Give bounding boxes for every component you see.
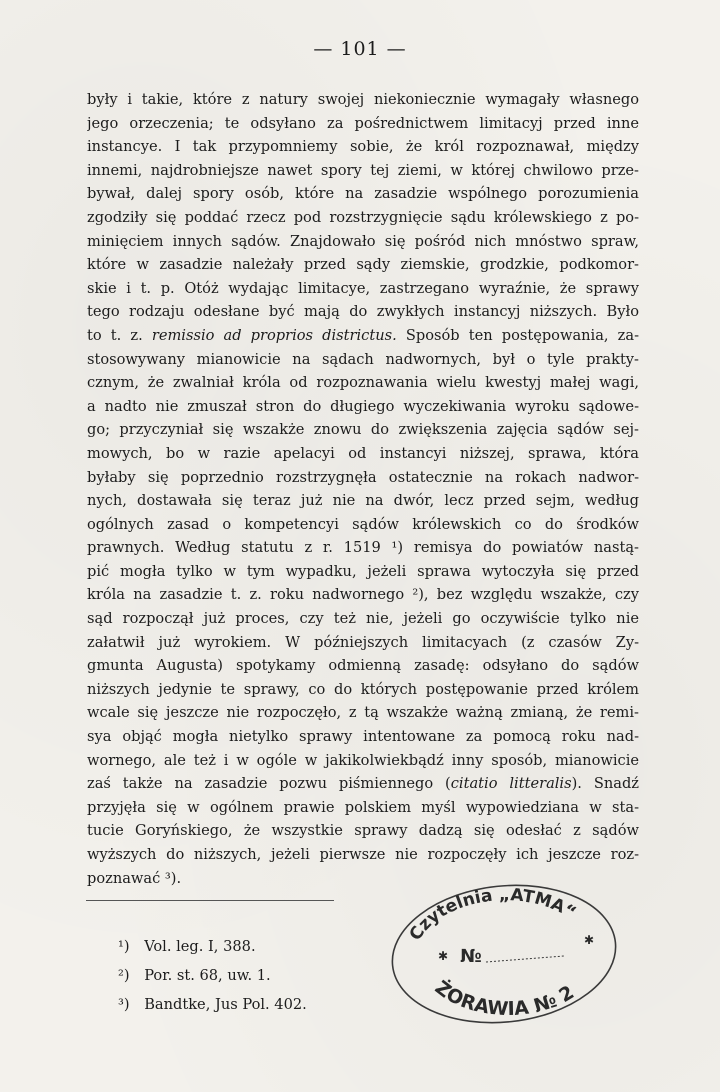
footnote-mark: ¹) <box>118 938 130 955</box>
body-line: wornego, ale też i w ogóle w jakikolwiekbądź inny sposób, mianowicie <box>87 751 639 769</box>
footnote-divider <box>86 900 334 901</box>
body-line: byłaby się poprzednio rozstrzygnęła ostatecznie na rokach nadwor- <box>87 468 639 486</box>
body-line: które w zasadzie należały przed sądy ziemskie, grodzkie, podkomor- <box>87 256 639 274</box>
stamp-star-left: ✱ <box>438 949 449 963</box>
body-line: skie i t. p. Otóż wydając limitacye, zastrzegano wyraźnie, że sprawy <box>87 279 639 297</box>
body-line: ogólnych zasad o kompetencyi sądów królewskich co do środków <box>87 515 639 533</box>
stamp-bottom-text: ŻORAWIA № 2 <box>430 976 578 1021</box>
body-line: go; przyczyniał się wszakże znowu do zwiększenia zajęcia sądów sej- <box>87 421 639 439</box>
body-line: były i takie, które z natury swojej niekoniecznie wymagały własnego <box>87 91 639 108</box>
footnote-2 <box>118 961 307 990</box>
footnote-mark: ³) <box>118 996 130 1013</box>
italic-phrase: remissio ad proprios districtus. <box>151 326 397 344</box>
body-line: mowych, bo w razie apelacyi od instancyi niższej, sprawa, która <box>87 444 639 462</box>
body-line: załatwił już wyrokiem. W późniejszych limitacyach (z czasów Zy- <box>87 633 639 651</box>
body-line: tucie Goryńskiego, że wszystkie sprawy dadzą się odesłać z sądów <box>87 822 639 840</box>
library-stamp <box>386 876 622 1026</box>
body-line: nych, dostawała się teraz już nie na dwór, lecz przed sejm, według <box>87 492 639 510</box>
italic-phrase: citatio litteralis <box>450 775 572 793</box>
body-line <box>87 772 639 796</box>
text-run: zaś także na zasadzie pozwu piśmiennego ( <box>87 775 451 793</box>
body-text <box>87 88 639 890</box>
body-line: tego rodzaju odesłane być mają do zwykłych instancyj niższych. Było <box>87 303 639 321</box>
body-line: a nadto nie zmuszał stron do długiego wyczekiwania wyroku sądowe- <box>87 397 639 415</box>
body-line: cznym, że zwalniał króla od rozpoznawania wielu kwestyj małej wagi, <box>87 374 639 392</box>
footnote-3 <box>118 990 307 1019</box>
body-line: instancye. I tak przypomniemy sobie, że król rozpoznawał, między <box>87 138 639 156</box>
body-line: prawnych. Według statutu z r. 1519 ¹) remisya do powiatów nastą- <box>87 539 639 557</box>
page-number: — 101 — <box>313 38 407 60</box>
body-line: minięciem innych sądów. Znajdowało się pośród nich mnóstwo spraw, <box>87 232 639 250</box>
body-line: sąd rozpoczął już proces, czy też nie, jeżeli go oczywiście tylko nie <box>87 610 639 628</box>
body-line: gmunta Augusta) spotykamy odmienną zasadę: odsyłano do sądów <box>87 657 639 675</box>
footnote-text: Bandtke, Jus Pol. 402. <box>144 996 307 1013</box>
body-line <box>87 324 639 348</box>
body-line: pić mogła tylko w tym wypadku, jeżeli sprawa wytoczyła się przed <box>87 562 639 580</box>
body-line: przyjęła się w ogólnem prawie polskiem myśl wypowiedziana w sta- <box>87 798 639 816</box>
body-line: niższych jedynie te sprawy, co do których postępowanie przed królem <box>87 680 639 698</box>
stamp-top-text: Czytelnia „ATMA“ <box>405 885 580 945</box>
body-line: zgodziły się poddać rzecz pod rozstrzygnięcie sądu królewskiego z po- <box>87 208 639 226</box>
text-run: ). Snadź <box>571 775 639 793</box>
footnotes <box>118 932 307 1019</box>
text-run: Sposób ten postępowania, za- <box>396 326 639 344</box>
body-line: wyższych do niższych, jeżeli pierwsze nie rozpoczęły ich jeszcze roz- <box>87 846 639 863</box>
stamp-star-right: ✱ <box>584 933 595 947</box>
body-line: wcale się jeszcze nie rozpoczęło, z tą wszakże ważną zmianą, że remi- <box>87 704 639 722</box>
stamp-number-label: № <box>460 946 482 967</box>
footnote-1 <box>118 932 307 961</box>
footnote-text: Vol. leg. I, 388. <box>144 938 256 955</box>
body-line: jego orzeczenia; te odsyłano za pośrednictwem limitacyj przed inne <box>87 114 639 132</box>
body-line: króla na zasadzie t. z. roku nadwornego ²), bez względu wszakże, czy <box>87 586 639 604</box>
text-run: to t. z. <box>87 326 152 344</box>
footnote-text: Por. st. 68, uw. 1. <box>144 967 271 984</box>
body-line: poznawać ³). <box>87 869 182 887</box>
stamp-graphic <box>386 876 622 1026</box>
body-line: innemi, najdrobniejsze nawet spory tej ziemi, w której chwilowo prze- <box>87 161 639 179</box>
footnote-mark: ²) <box>118 967 130 984</box>
body-line: sya objąć mogła nietylko sprawy intentowane za pomocą roku nad- <box>87 728 639 746</box>
body-line: stosowywany mianowicie na sądach nadwornych, był o tyle prakty- <box>87 350 639 368</box>
body-line: bywał, dalej spory osób, które na zasadzie wspólnego porozumienia <box>87 185 639 203</box>
